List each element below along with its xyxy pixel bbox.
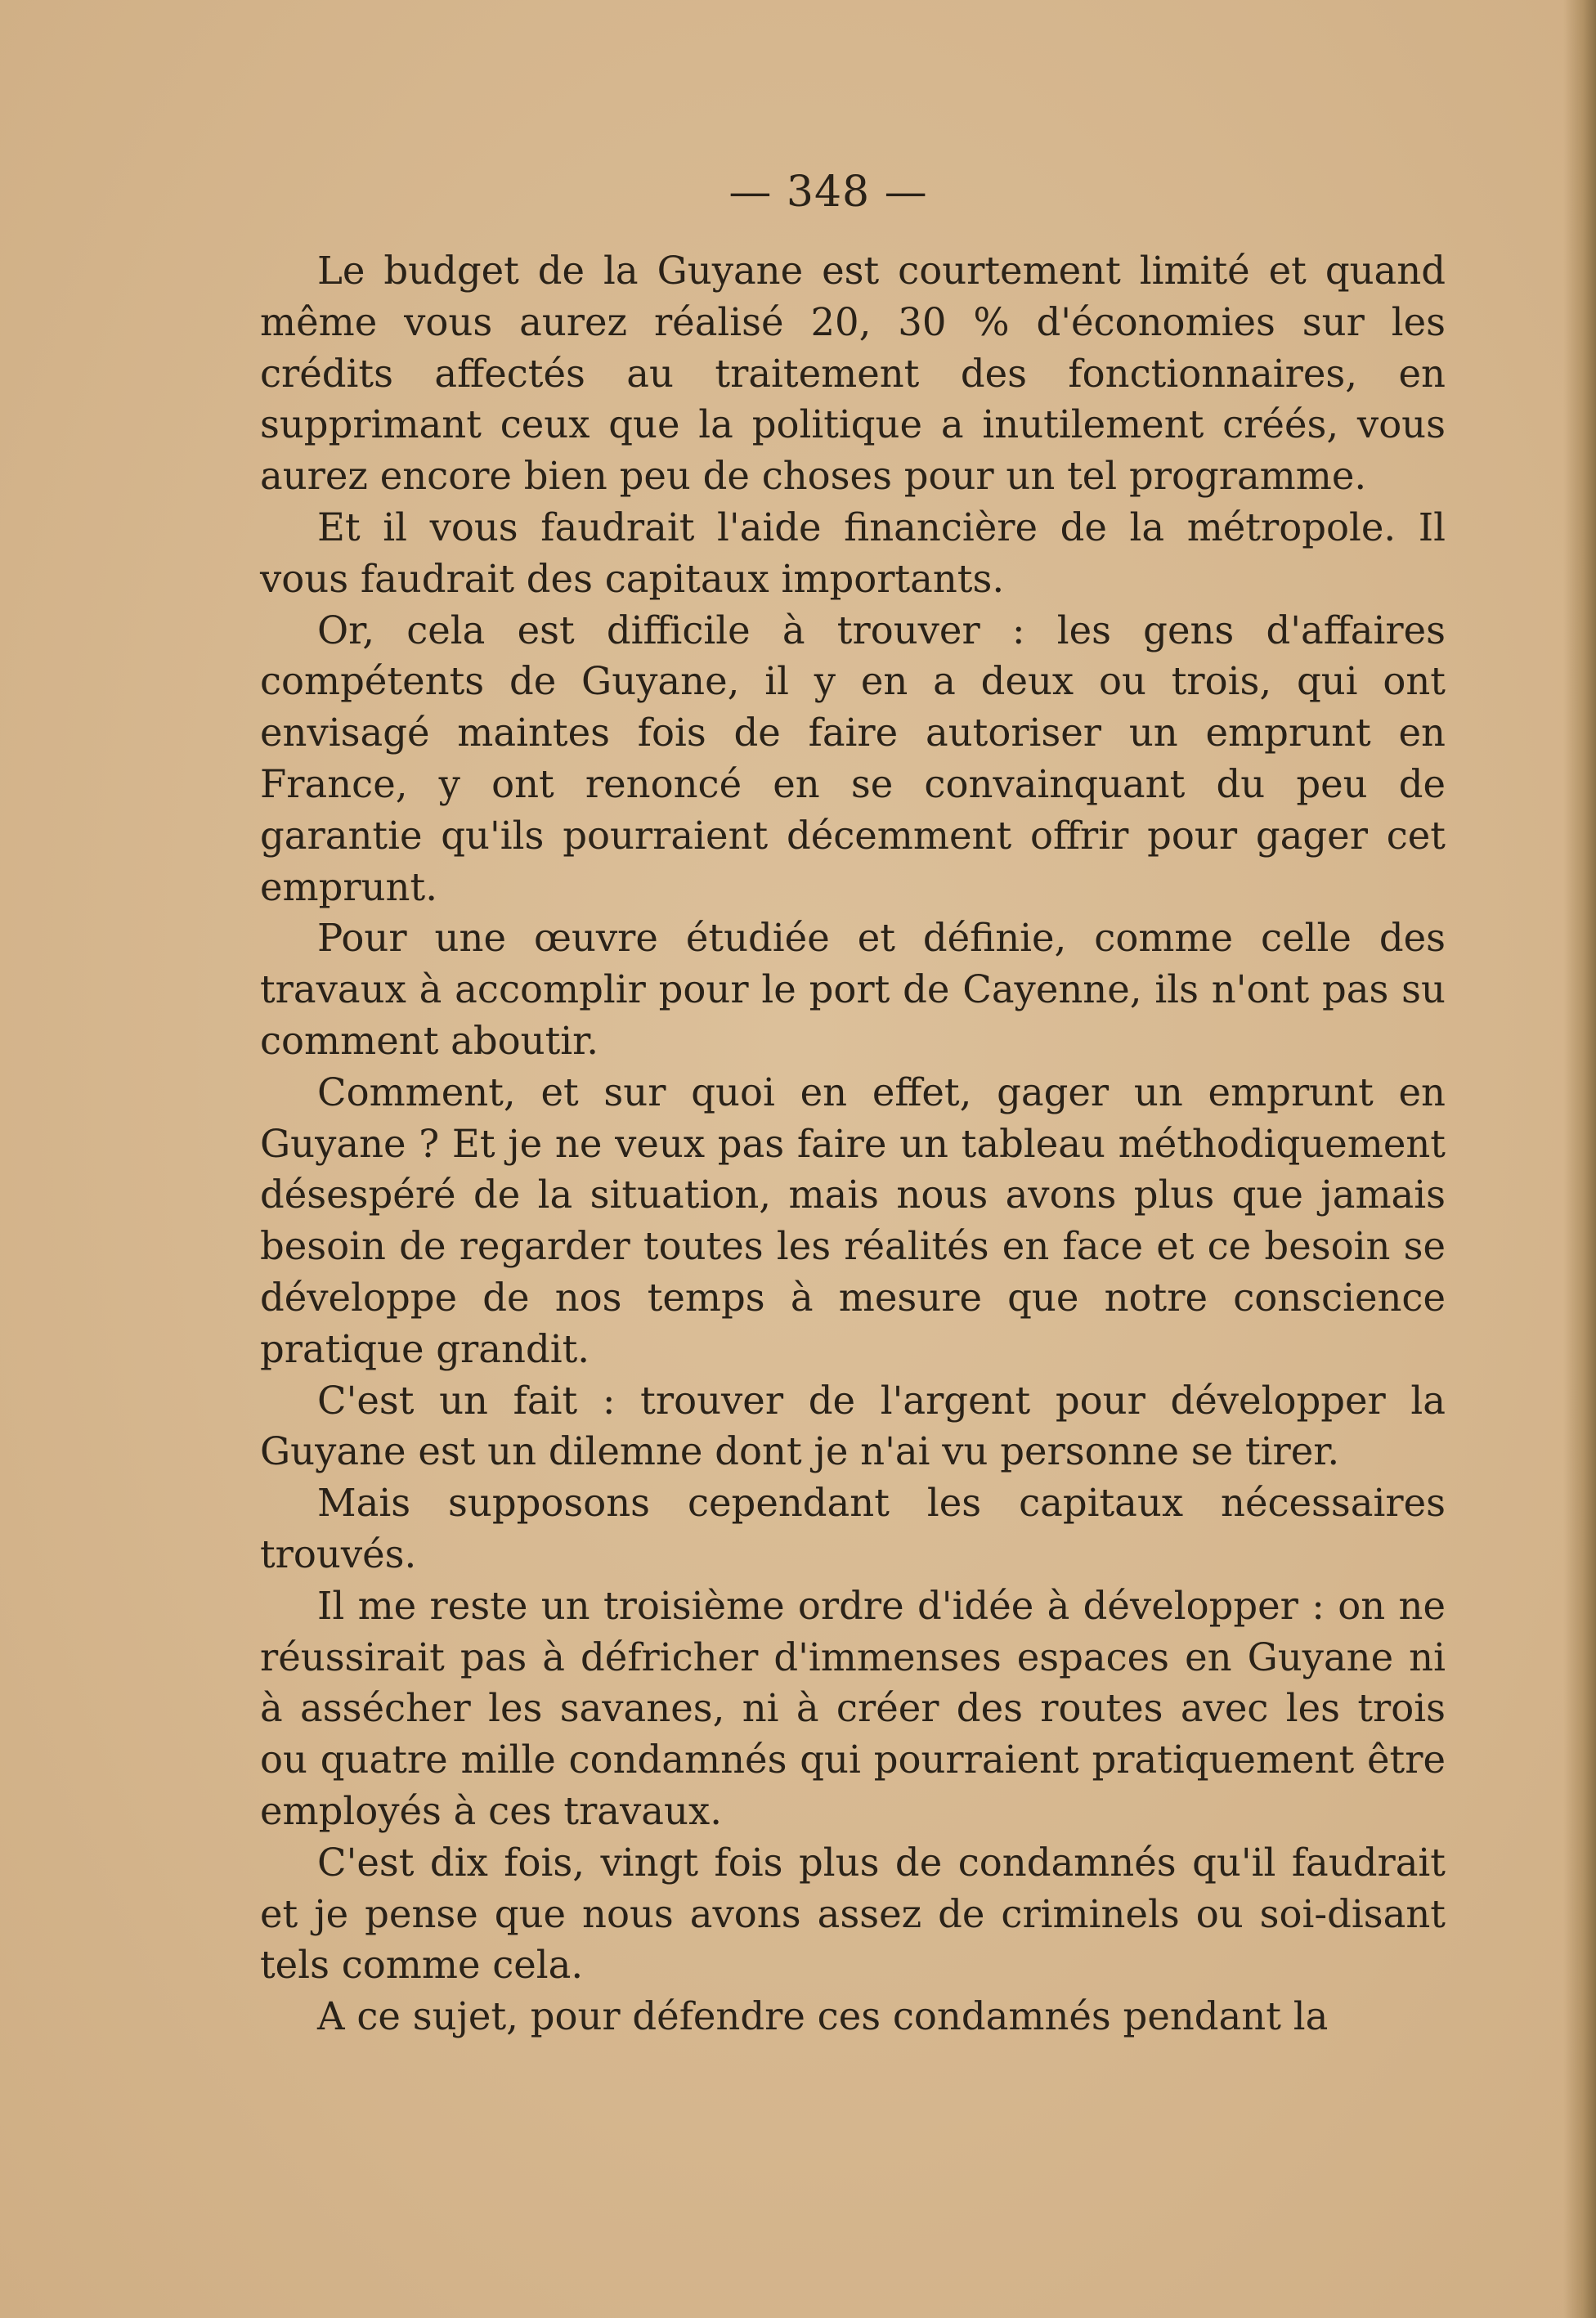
paragraph-2: Et il vous faudrait l'aide financière de la métropole. Il vous faudrait des capitaux importants. bbox=[260, 504, 1446, 601]
paragraph-10: A ce sujet, pour défendre ces condamnés pendant la bbox=[317, 1994, 1329, 2039]
paragraph-9: C'est dix fois, vingt fois plus de condamnés qu'il faudrait et je pense que nous avons assez de criminels ou soi-disant tels comme cela. bbox=[260, 1840, 1446, 1988]
paragraph-3: Or, cela est difficile à trouver : les gens d'affaires compétents de Guyane, il y en a deux ou trois, qui ont envisagé maintes fois de faire autoriser un emprunt en France, y ont renoncé en se convainquant du peu de garantie qu'ils pourraient décemment offrir pour gager cet emprunt. bbox=[260, 608, 1446, 909]
body-text bbox=[260, 245, 1446, 2042]
paragraph-4: Pour une œuvre étudiée et définie, comme celle des travaux à accomplir pour le port de Cayenne, ils n'ont pas su comment aboutir. bbox=[260, 916, 1446, 1063]
paragraph-8: Il me reste un troisième ordre d'idée à développer : on ne réussirait pas à défricher d'immenses espaces en Guyane ni à assécher les savanes, ni à créer des routes avec les trois ou quatre mille condamnés qui pourraient pratiquement être employés à ces travaux. bbox=[260, 1583, 1446, 1833]
paragraph-1: Le budget de la Guyane est courtement limité et quand même vous aurez réalisé 20, 30 % d'économies sur les crédits affectés au traitement des fonctionnaires, en supprimant ceux que la politique a inutilement créés, vous aurez encore bien peu de choses pour un tel programme. bbox=[260, 249, 1446, 499]
page-number: — 348 — bbox=[729, 168, 928, 217]
paragraph-6: C'est un fait : trouver de l'argent pour développer la Guyane est un dilemne dont je n'ai vu personne se tirer. bbox=[260, 1378, 1446, 1474]
paragraph-5: Comment, et sur quoi en effet, gager un emprunt en Guyane ? Et je ne veux pas faire un tableau méthodiquement désespéré de la situation, mais nous avons plus que jamais besoin de regarder toutes les réalités en face et ce besoin se développe de nos temps à mesure que notre conscience pratique grandit. bbox=[260, 1069, 1446, 1371]
paragraph-7: Mais supposons cependant les capitaux nécessaires trouvés. bbox=[260, 1481, 1446, 1576]
page-edge-shadow bbox=[1563, 0, 1596, 2318]
